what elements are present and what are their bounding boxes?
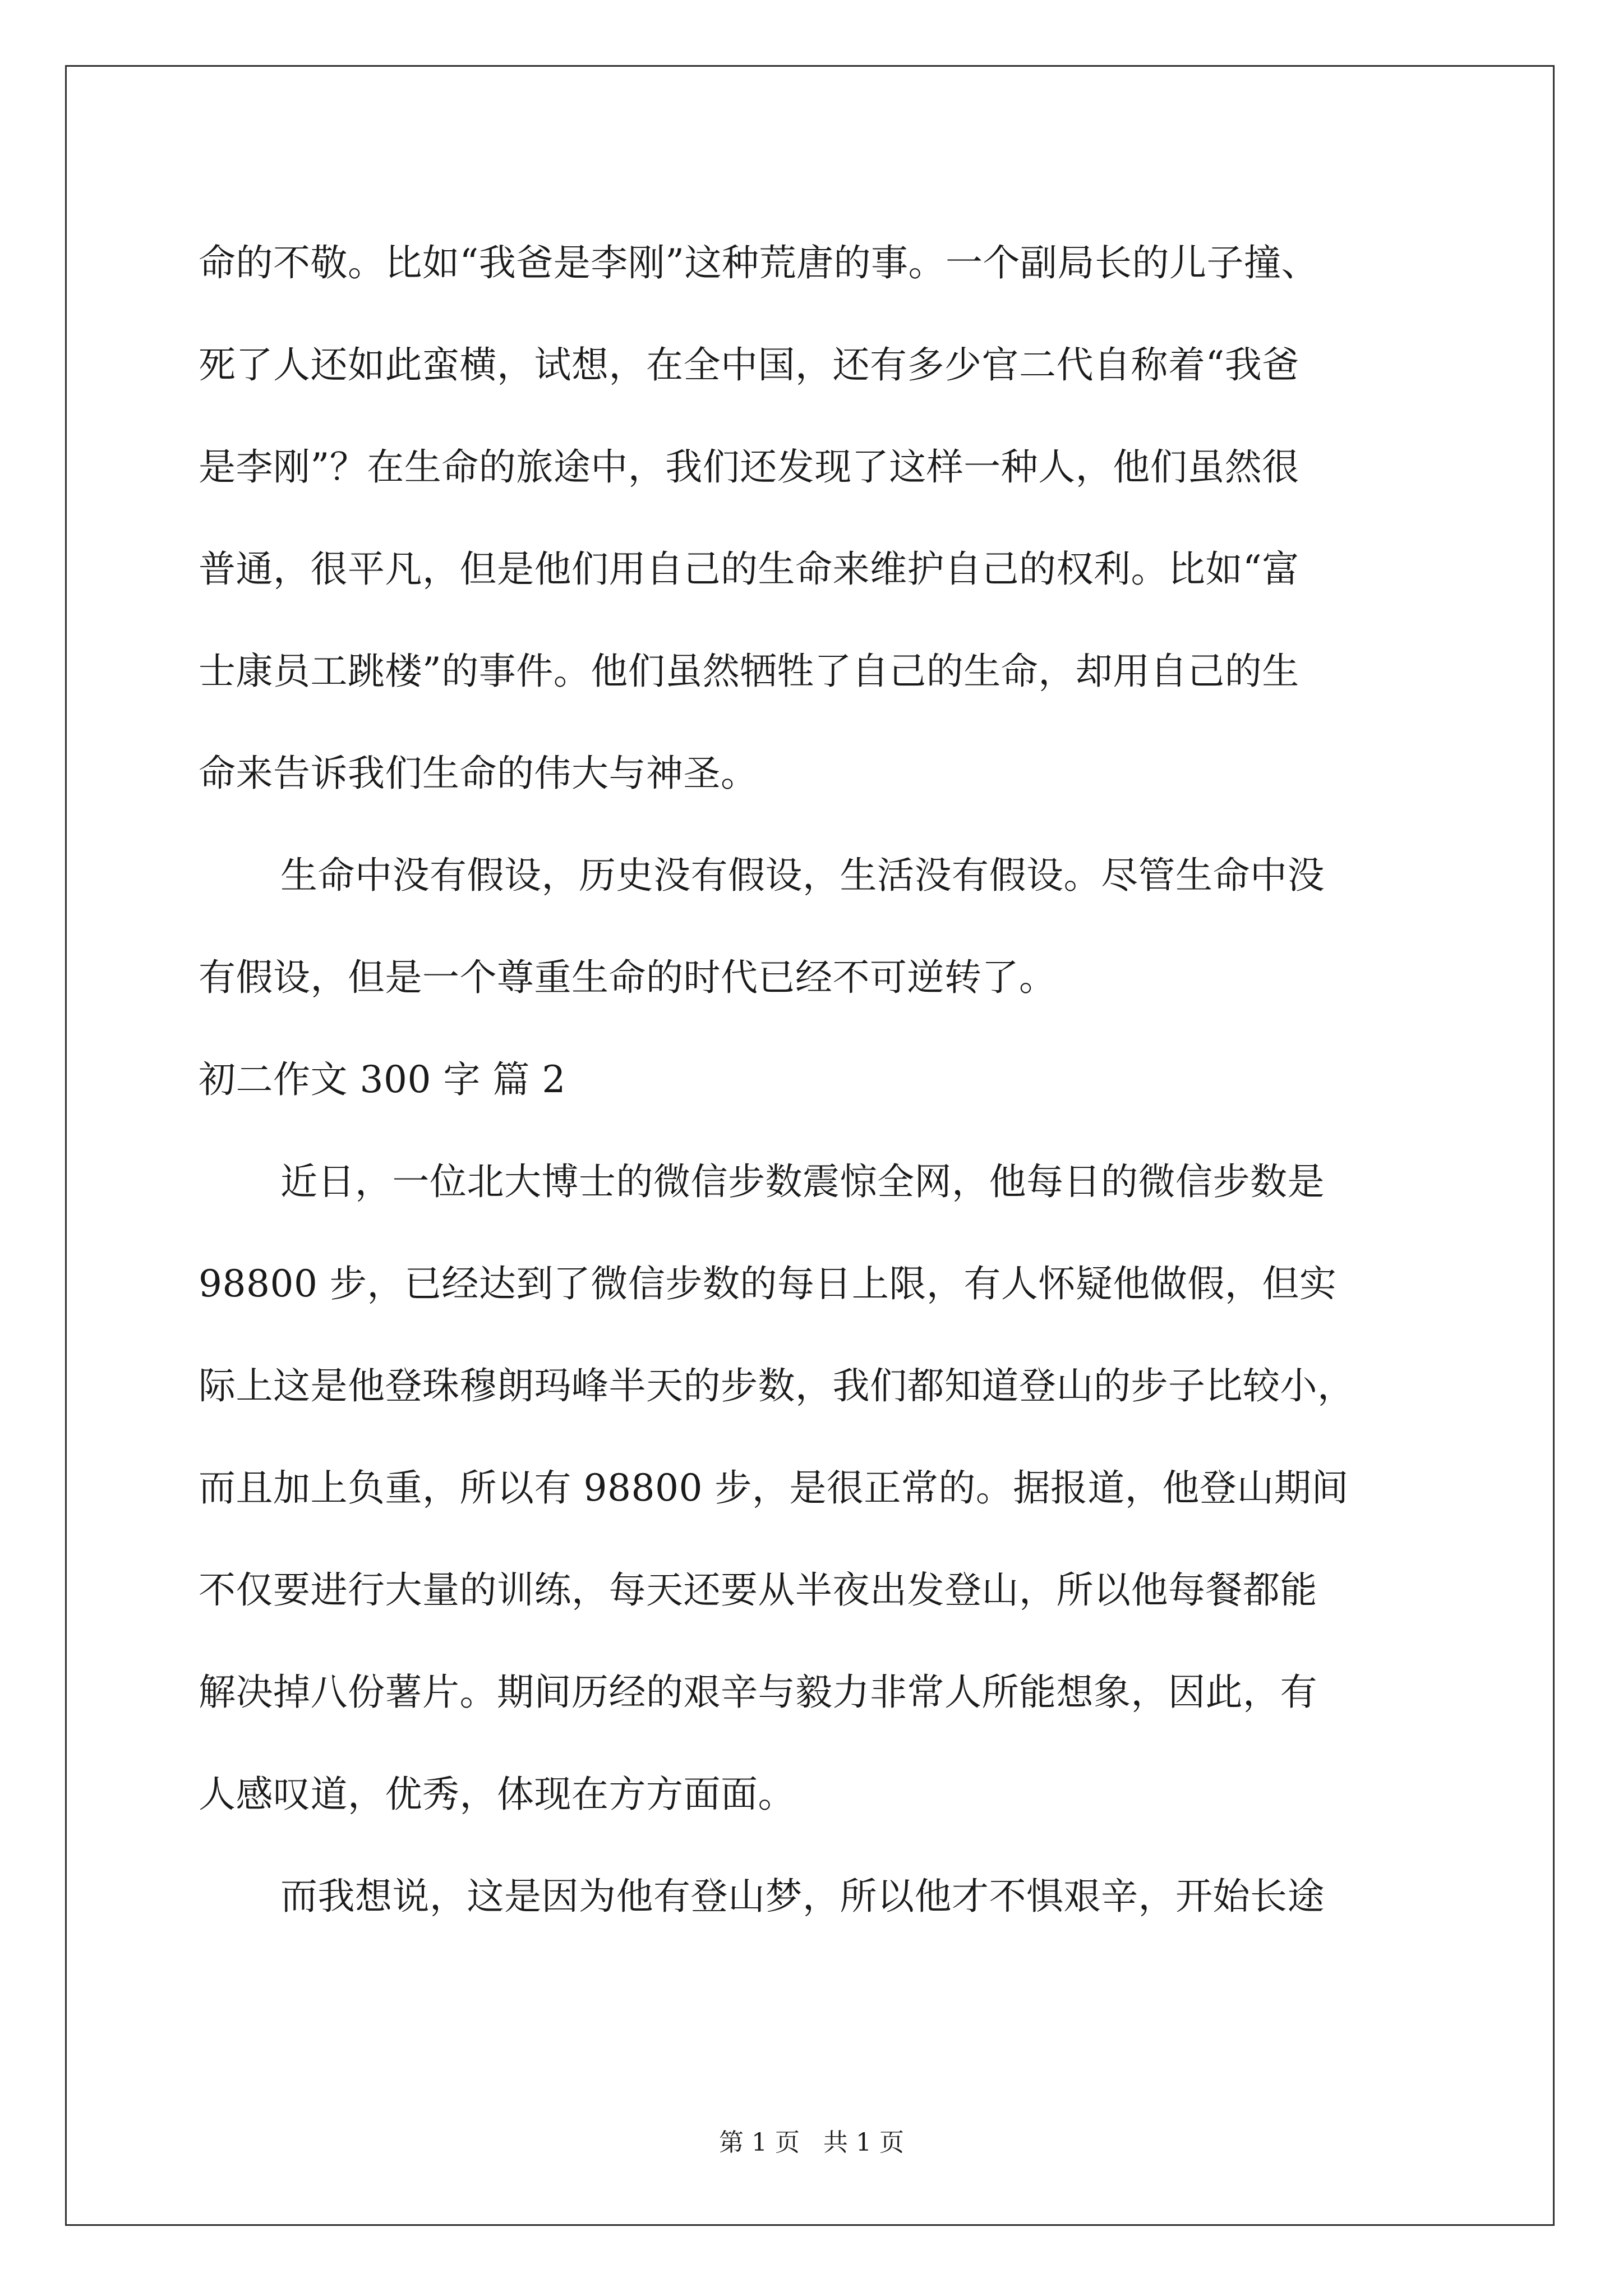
document-body <box>199 212 1432 1948</box>
text-line: 而我想说，这是因为他有登山梦，所以他才不惧艰辛，开始长途 <box>280 1875 1325 1918</box>
text-line: 人感叹道，优秀，体现在方方面面。 <box>199 1773 795 1816</box>
text-line: 命来告诉我们生命的伟大与神圣。 <box>199 752 758 795</box>
text-line: 98800 步，已经达到了微信步数的每日上限，有人怀疑他做假，但实 <box>199 1262 1337 1305</box>
text-line: 死了人还如此蛮横，试想，在全中国，还有多少官二代自称着“我爸 <box>199 343 1299 386</box>
text-line: 士康员工跳楼”的事件。他们虽然牺牲了自己的生命，却用自己的生 <box>199 650 1299 693</box>
text-line: 不仅要进行大量的训练，每天还要从半夜出发登山，所以他每餐都能 <box>199 1568 1317 1612</box>
text-line: 有假设，但是一个尊重生命的时代已经不可逆转了。 <box>199 956 1057 999</box>
text-line: 解决掉八份薯片。期间历经的艰辛与毅力非常人所能想象，因此，有 <box>199 1671 1317 1714</box>
section-heading: 初二作文 300 字 篇 2 <box>199 1058 566 1101</box>
text-line: 是李刚”？在生命的旅途中，我们还发现了这样一种人，他们虽然很 <box>199 445 1299 489</box>
text-line: 而且加上负重，所以有 98800 步，是很正常的。据报道，他登山期间 <box>199 1466 1349 1510</box>
page-footer: 第 1 页 共 1 页 <box>719 2128 904 2157</box>
text-line: 际上这是他登珠穆朗玛峰半天的步数，我们都知道登山的步子比较小， <box>199 1364 1355 1407</box>
text-line: 普通，很平凡，但是他们用自己的生命来维护自己的权利。比如“富 <box>199 547 1299 591</box>
text-line: 近日，一位北大博士的微信步数震惊全网，他每日的微信步数是 <box>280 1160 1325 1203</box>
text-line: 生命中没有假设，历史没有假设，生活没有假设。尽管生命中没 <box>280 854 1325 897</box>
text-line: 命的不敬。比如“我爸是李刚”这种荒唐的事。一个副局长的儿子撞、 <box>199 241 1318 284</box>
